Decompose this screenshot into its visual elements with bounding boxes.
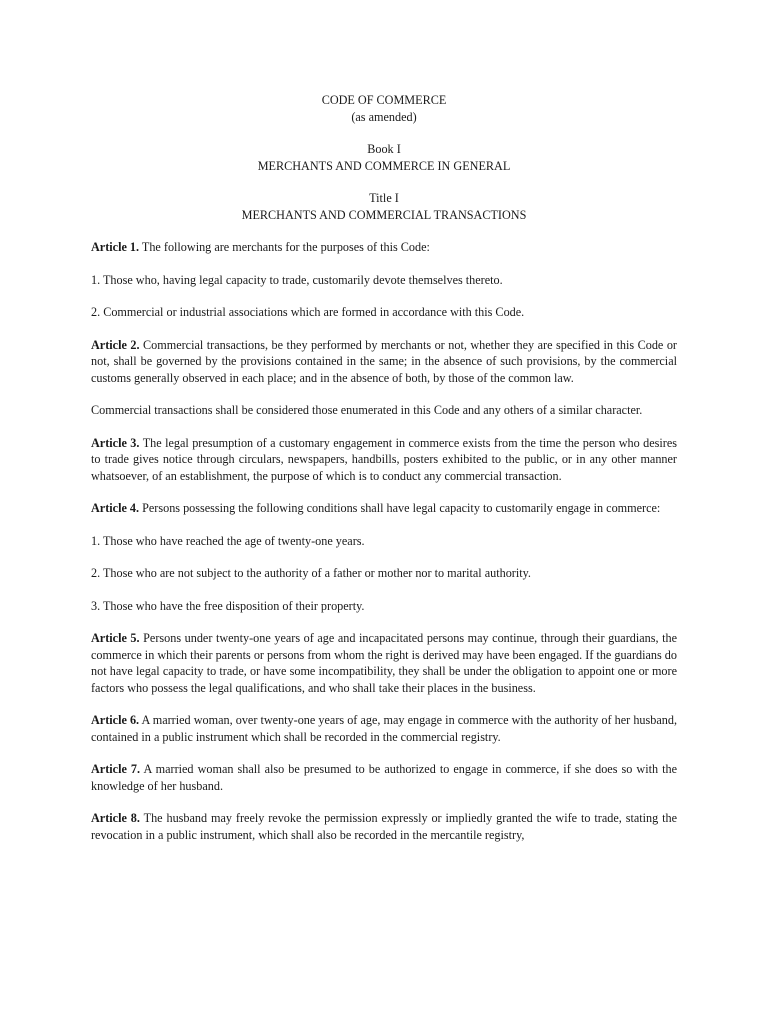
article-3-label: Article 3. xyxy=(91,435,140,450)
article-4-item-3: 3. Those who have the free disposition of their property. xyxy=(91,598,365,613)
article-6-text: A married woman, over twenty-one years of age, may engage in commerce with the authority of her husband, contained in a public instrument which shall be recorded in the commercial registry. xyxy=(91,713,677,744)
article-4-item-1: 1. Those who have reached the age of twenty-one years. xyxy=(91,533,365,548)
article-4-label: Article 4. xyxy=(91,501,140,515)
book-title: MERCHANTS AND COMMERCE IN GENERAL xyxy=(257,158,511,173)
article-8 xyxy=(91,810,677,843)
article-4-text: Persons possessing the following conditions shall have legal capacity to customarily engage in commerce: xyxy=(142,501,661,515)
article-2 xyxy=(91,337,677,387)
title-name: MERCHANTS AND COMMERCIAL TRANSACTIONS xyxy=(241,207,527,222)
article-7-label: Article 7. xyxy=(91,762,141,776)
article-2-paragraph-2: Commercial transactions shall be considered those enumerated in this Code and any others of a similar character. xyxy=(91,403,643,417)
article-2-text: Commercial transactions, be they performed by merchants or not, whether they are specified in this Code or not, shall be governed by the provisions contained in the same; in the absence of such provisions, by the commercial customs generally observed in each place; and in the absence of both, by those of the common law. xyxy=(91,337,677,385)
article-3-text: The legal presumption of a customary engagement in commerce exists from the time the person who desires to trade gives notice through circulars, newspapers, handbills, posters exhibited to the public, or in any other manner whatsoever, of an establishment, the purpose of which is to conduct any commercial transaction. xyxy=(91,435,678,483)
article-4 xyxy=(91,500,677,517)
book-heading xyxy=(91,141,677,174)
article-4-item-2: 2. Those who are not subject to the authority of a father or mother nor to marital authority. xyxy=(91,566,531,580)
article-2-label: Article 2. xyxy=(91,337,140,352)
code-subtitle: (as amended) xyxy=(351,109,417,124)
code-heading xyxy=(91,92,677,125)
article-8-label: Article 8. xyxy=(91,811,140,825)
article-1-item-1: 1. Those who, having legal capacity to trade, customarily devote themselves thereto. xyxy=(91,272,503,287)
article-1-text: The following are merchants for the purposes of this Code: xyxy=(141,240,430,254)
article-6 xyxy=(91,712,677,745)
article-7 xyxy=(91,761,677,794)
article-7-text: A married woman shall also be presumed to be authorized to engage in commerce, if she does so with the knowledge of her husband. xyxy=(91,762,677,793)
book-number: Book I xyxy=(367,142,401,156)
article-3 xyxy=(91,435,677,485)
document-page xyxy=(91,92,677,859)
code-title: CODE OF COMMERCE xyxy=(321,93,447,107)
article-1-item-2: 2. Commercial or industrial associations which are formed in accordance with this Code. xyxy=(91,305,525,319)
title-heading xyxy=(91,190,677,223)
article-5-label: Article 5. xyxy=(91,631,140,645)
article-5 xyxy=(91,630,677,696)
title-number: Title I xyxy=(369,191,399,205)
article-5-text: Persons under twenty-one years of age and incapacitated persons may continue, through their guardians, the commerce in which their parents or persons from whom the right is derived may have been engaged. If the guardians do not have legal capacity to trade, or have some incompatibility, they shall be under the obligation to appoint one or more factors who possess the legal qualifications, and who shall take their places in the business. xyxy=(91,631,678,695)
article-6-label: Article 6. xyxy=(91,713,140,727)
article-1-label: Article 1. xyxy=(91,240,140,254)
article-8-text: The husband may freely revoke the permission expressly or impliedly granted the wife to trade, stating the revocation in a public instrument, which shall also be recorded in the mercantile registry, xyxy=(91,811,677,842)
article-1 xyxy=(91,239,677,256)
